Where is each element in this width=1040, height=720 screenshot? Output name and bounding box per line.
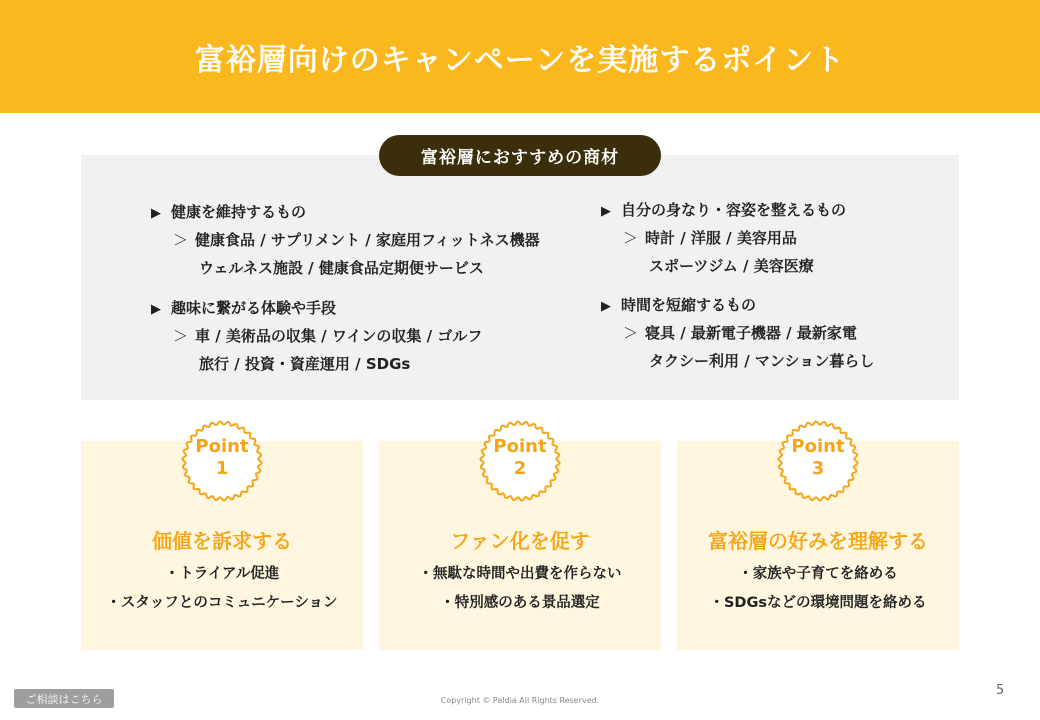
point-label: Point [195,436,249,457]
category-title: ▶ 時間を短縮するもの [601,296,757,314]
category-title: ▶ 趣味に繋がる体験や手段 [151,299,337,317]
category-line: ＞ 健康食品 / サプリメント / 家庭用フィットネス機器 [173,231,540,249]
category-line: スポーツジム / 美容医療 [649,257,814,275]
chevron-right-icon: ＞ [623,324,639,342]
point-item: ・スタッフとのコミュニケーション [106,595,338,611]
point-number: 2 [513,458,527,479]
point-badge-2 [477,418,563,504]
point-title-3: 富裕層の好みを理解する [708,529,928,553]
chevron-right-icon: ＞ [173,231,189,249]
category-health [151,205,540,276]
copyright-text: Copyright © Paldia All Rights Reserved. [440,696,600,705]
category-line: 旅行 / 投資・資産運用 / SDGs [199,355,411,373]
category-title: ▶ 自分の身なり・容姿を整えるもの [601,201,847,219]
point-title-2: ファン化を促す [450,529,590,553]
triangle-bullet-icon: ▶ [151,206,161,221]
point-label: Point [493,436,547,457]
header-bar [0,0,1040,113]
point-number: 3 [811,458,825,479]
triangle-bullet-icon: ▶ [151,302,161,317]
category-hobby [151,301,482,372]
point-item: ・特別感のある景品選定 [440,595,600,611]
category-line: ウェルネス施設 / 健康食品定期便サービス [199,259,484,277]
triangle-bullet-icon: ▶ [601,299,611,314]
point-item: ・無駄な時間や出費を作らない [418,566,622,582]
category-line: ＞ 車 / 美術品の収集 / ワインの収集 / ゴルフ [173,327,483,345]
category-time-saving [601,298,874,369]
consult-button[interactable]: ご相談はこちら [14,689,114,708]
point-badge-1 [179,418,265,504]
point-item: ・トライアル促進 [164,566,280,582]
category-appearance [601,203,846,274]
section-label: 富裕層におすすめの商材 [379,135,661,176]
point-item: ・SDGsなどの環境問題を絡める [709,595,927,611]
page-number: 5 [996,683,1005,698]
chevron-right-icon: ＞ [623,229,639,247]
page-title: 富裕層向けのキャンペーンを実施するポイント [194,42,846,78]
category-line: タクシー利用 / マンション暮らし [649,352,875,370]
category-title: ▶ 健康を維持するもの [151,203,307,221]
point-label: Point [791,436,845,457]
category-line: ＞ 寝具 / 最新電子機器 / 最新家電 [623,324,857,342]
chevron-right-icon: ＞ [173,327,189,345]
category-line: ＞ 時計 / 洋服 / 美容用品 [623,229,797,247]
point-number: 1 [215,458,229,479]
triangle-bullet-icon: ▶ [601,204,611,219]
point-title-1: 価値を訴求する [152,529,292,553]
point-item: ・家族や子育てを絡める [738,566,898,582]
point-badge-3 [775,418,861,504]
